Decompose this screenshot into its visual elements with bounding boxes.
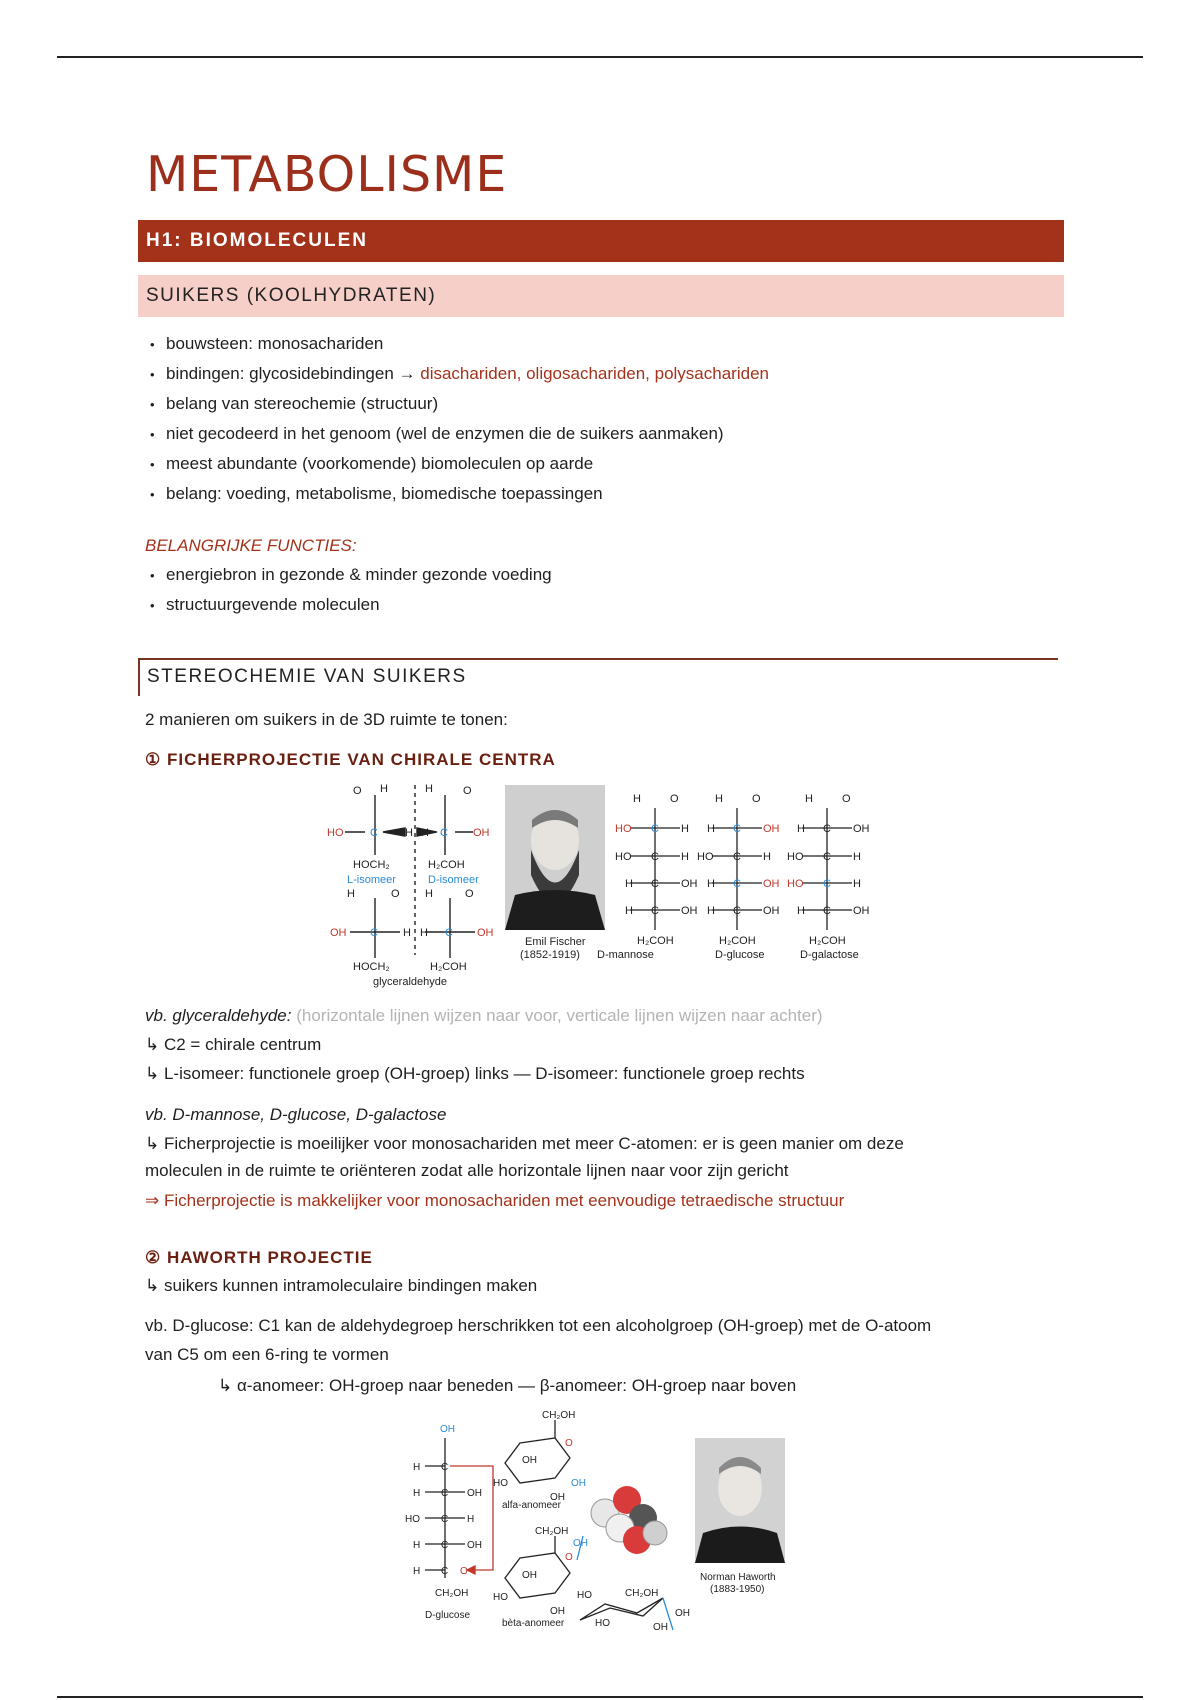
svg-text:H: H <box>625 878 633 890</box>
svg-text:OH: OH <box>571 1478 586 1489</box>
example-glyceraldehyde: vb. glyceraldehyde: (horizontale lijnen wijzen naar voor, verticale lijnen wijzen naar achter) <box>145 1006 823 1025</box>
haworth-years: (1883-1950) <box>710 1584 765 1595</box>
list-item: • bindingen: glycosidebindingen → disachariden, oligosachariden, polysachariden <box>150 359 769 389</box>
svg-text:C: C <box>823 823 831 835</box>
alfa-anomeer-label: alfa-anomeer <box>502 1500 561 1511</box>
svg-text:C: C <box>441 1514 449 1525</box>
svg-text:H: H <box>405 827 413 839</box>
svg-text:O: O <box>565 1552 573 1563</box>
haworth-name: Norman Haworth <box>700 1572 776 1583</box>
svg-text:H: H <box>853 878 861 890</box>
intro-text: 2 manieren om suikers in de 3D ruimte te tonen: <box>145 710 508 729</box>
anomeer-text: ↳ α-anomeer: OH-groep naar beneden — β-anomeer: OH-groep naar boven <box>218 1376 797 1395</box>
svg-text:OH: OH <box>550 1606 565 1617</box>
svg-text:H: H <box>633 793 641 805</box>
svg-text:OH: OH <box>681 878 698 890</box>
svg-text:O: O <box>752 793 761 805</box>
svg-text:H: H <box>707 878 715 890</box>
svg-text:HOCH₂: HOCH₂ <box>353 961 390 973</box>
svg-text:HOCH₂: HOCH₂ <box>353 859 390 871</box>
svg-text:HO: HO <box>493 1592 508 1603</box>
fischer-heading: ① FICHERPROJECTIE VAN CHIRALE CENTRA <box>145 750 556 769</box>
svg-text:O: O <box>391 888 400 900</box>
svg-text:H₂COH: H₂COH <box>637 935 674 947</box>
list-item: • belang: voeding, metabolisme, biomedische toepassingen <box>150 479 769 509</box>
svg-text:H: H <box>681 823 689 835</box>
svg-text:H: H <box>413 1488 421 1499</box>
d-glucose-label: D-glucose <box>715 949 765 961</box>
svg-text:C: C <box>651 851 659 863</box>
svg-text:C: C <box>733 878 741 890</box>
fischer-figure <box>325 780 885 990</box>
svg-text:H: H <box>425 888 433 900</box>
svg-text:HO: HO <box>595 1618 610 1629</box>
svg-text:H: H <box>625 905 633 917</box>
svg-text:H₂COH: H₂COH <box>719 935 756 947</box>
top-rule <box>57 56 1143 58</box>
svg-text:CH₂OH: CH₂OH <box>435 1588 469 1599</box>
svg-text:HO: HO <box>327 827 344 839</box>
svg-text:H: H <box>347 888 355 900</box>
subsection-heading: STEREOCHEMIE VAN SUIKERS <box>138 658 1058 696</box>
svg-text:HO: HO <box>787 878 804 890</box>
svg-text:C: C <box>651 823 659 835</box>
svg-text:C: C <box>823 851 831 863</box>
svg-text:H: H <box>413 1566 421 1577</box>
svg-text:OH: OH <box>763 905 780 917</box>
d-isomeer-label: D-isomeer <box>428 874 479 886</box>
svg-text:O: O <box>842 793 851 805</box>
svg-text:H: H <box>380 783 388 795</box>
svg-text:H: H <box>413 1462 421 1473</box>
text-line: ↳ suikers kunnen intramoleculaire bindingen maken <box>145 1276 538 1295</box>
svg-text:C: C <box>651 878 659 890</box>
svg-text:OH: OH <box>477 927 494 939</box>
svg-text:H: H <box>797 823 805 835</box>
text-line: van C5 om een 6-ring te vormen <box>145 1345 389 1364</box>
list-item: • structuurgevende moleculen <box>150 590 552 620</box>
svg-text:OH: OH <box>763 823 780 835</box>
svg-text:C: C <box>441 1488 449 1499</box>
svg-text:C: C <box>370 827 378 839</box>
svg-text:O: O <box>465 888 474 900</box>
section-heading: SUIKERS (KOOLHYDRATEN) <box>138 275 1064 317</box>
fischer-years: (1852-1919) <box>520 949 580 961</box>
svg-text:OH: OH <box>467 1540 482 1551</box>
d-glucose-haworth-label: D-glucose <box>425 1610 471 1621</box>
svg-text:H: H <box>763 851 771 863</box>
svg-text:O: O <box>565 1438 573 1449</box>
svg-text:OH: OH <box>853 823 870 835</box>
glucose-space-filling-model <box>591 1486 667 1554</box>
text-line: ↳ C2 = chirale centrum <box>145 1035 322 1054</box>
svg-text:OH: OH <box>653 1622 668 1633</box>
svg-text:C: C <box>823 905 831 917</box>
svg-text:OH: OH <box>330 927 347 939</box>
svg-text:H: H <box>797 905 805 917</box>
svg-text:C: C <box>733 905 741 917</box>
svg-text:H₂COH: H₂COH <box>809 935 846 947</box>
svg-text:CH₂OH: CH₂OH <box>625 1588 659 1599</box>
svg-text:H: H <box>715 793 723 805</box>
svg-text:C: C <box>370 927 378 939</box>
chapter-heading: H1: BIOMOLECULEN <box>138 220 1064 262</box>
svg-text:OH: OH <box>763 878 780 890</box>
l-isomeer-label: L-isomeer <box>347 874 396 886</box>
svg-text:H₂COH: H₂COH <box>428 859 465 871</box>
svg-text:OH: OH <box>681 905 698 917</box>
text-line: vb. D-glucose: C1 kan de aldehydegroep herschrikken tot een alcoholgroep (OH-groep) met de O-atoom <box>145 1316 932 1335</box>
svg-text:C: C <box>733 851 741 863</box>
svg-text:H: H <box>413 1540 421 1551</box>
svg-text:HO: HO <box>577 1590 592 1601</box>
svg-text:O: O <box>460 1566 468 1577</box>
svg-text:OH: OH <box>573 1538 588 1549</box>
svg-text:H: H <box>425 783 433 795</box>
svg-text:C: C <box>823 878 831 890</box>
svg-text:C: C <box>651 905 659 917</box>
svg-text:H: H <box>420 927 428 939</box>
list-item: • bouwsteen: monosachariden <box>150 329 769 359</box>
svg-text:H: H <box>681 851 689 863</box>
list-item: • niet gecodeerd in het genoom (wel de enzymen die de suikers aanmaken) <box>150 419 769 449</box>
svg-text:C: C <box>441 1462 449 1473</box>
svg-text:C: C <box>445 927 453 939</box>
svg-text:H: H <box>853 851 861 863</box>
d-mannose-label: D-mannose <box>597 949 654 961</box>
svg-text:HO: HO <box>697 851 714 863</box>
emil-fischer-portrait <box>505 785 605 930</box>
page-title: METABOLISME <box>146 146 508 203</box>
svg-text:OH: OH <box>550 1492 565 1503</box>
svg-text:HO: HO <box>493 1478 508 1489</box>
fischer-name: Emil Fischer <box>525 936 586 948</box>
svg-text:HO: HO <box>615 851 632 863</box>
svg-text:H: H <box>467 1514 475 1525</box>
svg-text:O: O <box>353 785 362 797</box>
svg-text:CH₂OH: CH₂OH <box>535 1526 569 1537</box>
svg-text:OH: OH <box>467 1488 482 1499</box>
glyceraldehyde-label: glyceraldehyde <box>373 976 447 988</box>
svg-text:C: C <box>441 1566 449 1577</box>
list-item: • meest abundante (voorkomende) biomoleculen op aarde <box>150 449 769 479</box>
svg-text:C: C <box>441 1540 449 1551</box>
svg-text:O: O <box>463 785 472 797</box>
functions-list <box>150 560 552 620</box>
svg-text:OH: OH <box>473 827 490 839</box>
svg-text:OH: OH <box>853 905 870 917</box>
text-line: ↳ Ficherprojectie is moeilijker voor monosachariden met meer C-atomen: er is geen manier om deze <box>145 1134 904 1153</box>
svg-text:H: H <box>421 827 429 839</box>
haworth-heading: ② HAWORTH PROJECTIE <box>145 1248 373 1267</box>
svg-text:H₂COH: H₂COH <box>430 961 467 973</box>
svg-text:C: C <box>440 827 448 839</box>
list-item: • energiebron in gezonde & minder gezonde voeding <box>150 560 552 590</box>
svg-text:H: H <box>707 823 715 835</box>
svg-text:HO: HO <box>787 851 804 863</box>
text-line: moleculen in de ruimte te oriënteren zodat alle horizontale lijnen naar voor zijn gericht <box>145 1161 789 1180</box>
svg-text:HO: HO <box>405 1514 420 1525</box>
conclusion-text: ⇒ Ficherprojectie is makkelijker voor monosachariden met eenvoudige tetraedische structuur <box>145 1191 845 1210</box>
svg-text:H: H <box>805 793 813 805</box>
svg-text:C: C <box>733 823 741 835</box>
svg-text:OH: OH <box>440 1424 455 1435</box>
svg-text:OH: OH <box>522 1570 537 1581</box>
d-galactose-label: D-galactose <box>800 949 859 961</box>
example-sugars: vb. D-mannose, D-glucose, D-galactose <box>145 1105 447 1124</box>
svg-text:H: H <box>403 927 411 939</box>
svg-text:H: H <box>707 905 715 917</box>
haworth-figure <box>405 1408 805 1638</box>
beta-anomeer-label: bèta-anomeer <box>502 1618 565 1629</box>
text-line: ↳ L-isomeer: functionele groep (OH-groep) links — D-isomeer: functionele groep rechts <box>145 1064 805 1083</box>
norman-haworth-portrait <box>695 1438 785 1563</box>
bullet-list <box>150 329 769 509</box>
bottom-rule <box>57 1696 1143 1698</box>
svg-text:O: O <box>670 793 679 805</box>
svg-text:OH: OH <box>522 1455 537 1466</box>
svg-text:HO: HO <box>615 823 632 835</box>
svg-text:CH₂OH: CH₂OH <box>542 1410 576 1421</box>
list-item: • belang van stereochemie (structuur) <box>150 389 769 419</box>
functions-heading: BELANGRIJKE FUNCTIES: <box>145 536 357 555</box>
svg-text:OH: OH <box>675 1608 690 1619</box>
